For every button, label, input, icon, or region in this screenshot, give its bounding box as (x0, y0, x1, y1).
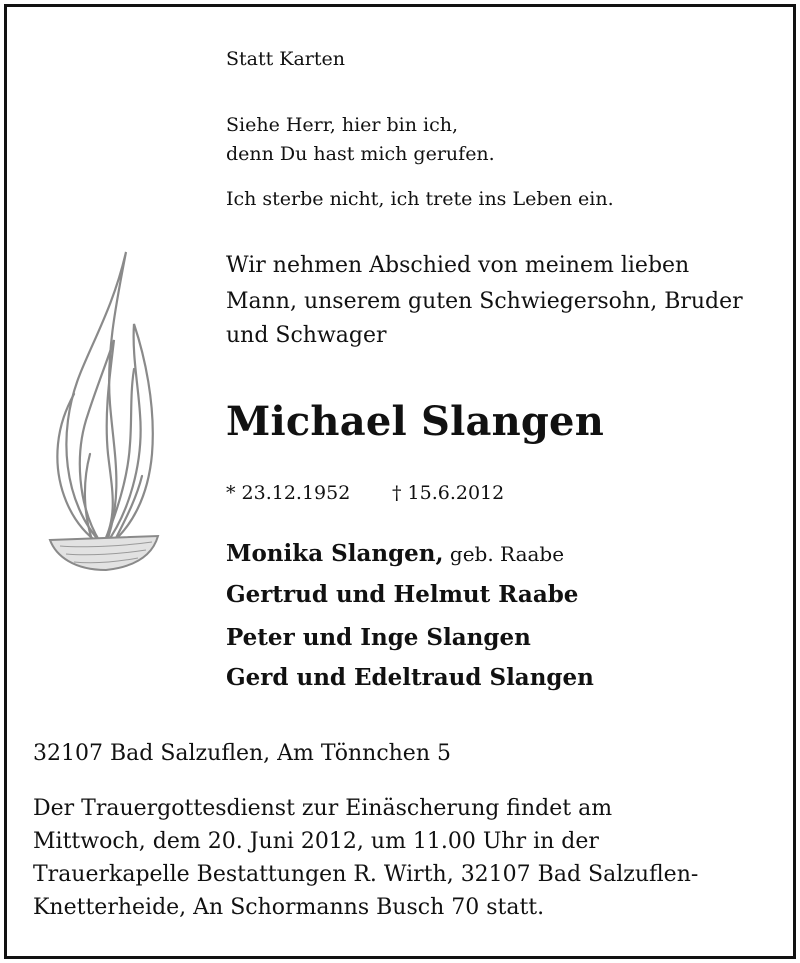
farewell-line-1: Wir nehmen Abschied von meinem lieben (226, 253, 690, 278)
service-line-2: Mittwoch, dem 20. Juni 2012, um 11.00 Uhr in der (33, 829, 599, 854)
verse-line-3: Ich sterbe nicht, ich trete ins Leben ein. (226, 188, 614, 210)
deceased-name: Michael Slangen (226, 398, 604, 445)
mourner-1-name: Monika Slangen, (226, 540, 444, 567)
flame-in-bowl-icon (44, 244, 164, 584)
mourner-3: Peter und Inge Slangen (226, 624, 531, 651)
address-line: 32107 Bad Salzuflen, Am Tönnchen 5 (33, 741, 451, 766)
mourner-4: Gerd und Edeltraud Slangen (226, 664, 594, 691)
farewell-line-3: und Schwager (226, 323, 387, 348)
death-date: † 15.6.2012 (392, 482, 505, 504)
verse-line-1: Siehe Herr, hier bin ich, (226, 114, 459, 136)
verse-line-2: denn Du hast mich gerufen. (226, 143, 495, 165)
service-line-4: Knetterheide, An Schormanns Busch 70 statt. (33, 895, 545, 920)
birth-date: * 23.12.1952 (226, 482, 351, 504)
mourner-2: Gertrud und Helmut Raabe (226, 581, 579, 608)
mourner-1-suffix: geb. Raabe (443, 542, 565, 566)
statt-karten-label: Statt Karten (226, 48, 346, 70)
service-line-3: Trauerkapelle Bestattungen R. Wirth, 32107 Bad Salzuflen- (33, 862, 699, 887)
farewell-line-2: Mann, unserem guten Schwiegersohn, Bruder (226, 289, 743, 314)
service-line-1: Der Trauergottesdienst zur Einäscherung findet am (33, 796, 613, 821)
mourner-1 (226, 534, 564, 574)
